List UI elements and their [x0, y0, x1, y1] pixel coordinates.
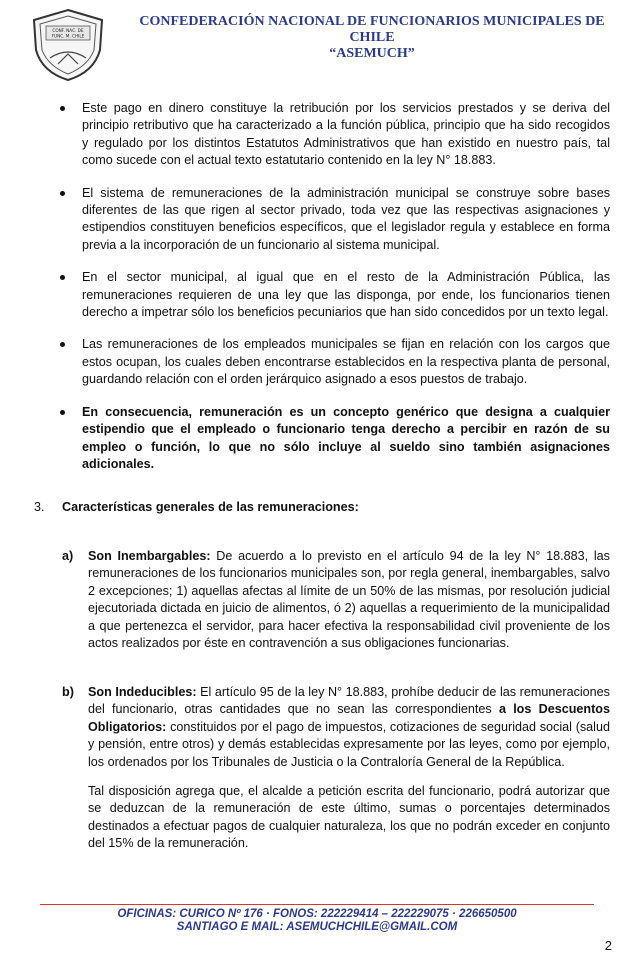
item-a-body	[88, 548, 610, 652]
item-a-label: Son Inembargables:	[88, 549, 211, 563]
section-title: Características generales de las remuneraciones:	[62, 500, 359, 514]
footer	[40, 908, 594, 934]
section-number: 3.	[34, 500, 45, 514]
item-a-text: De acuerdo a lo previsto en el artículo 94 de la ley N° 18.883, las remuneraciones de los funcionarios municipales son, por regla general, inembargables, salvo 2 excepciones; 1) aquellas afectas al límite de un 50% de las mismas, por resolución judicial ejecutoriada dictada en juicio de alimentos, ó 2) aquellas a requerimiento de la municipalidad a que pertenezca el servidor, para hacer efectiva la responsabilidad civil proveniente de los actos realizados por éste en contravención a sus obligaciones funcionarias.	[88, 549, 610, 651]
item-b-paragraph-2: Tal disposición agrega que, el alcalde a petición escrita del funcionario, podrá autorizar que se deduzcan de la remuneración de este último, sumas o porcentajes determinados destinados a efectuar pagos de cualquier naturaleza, los que no podrán exceder en conjunto del 15% de la remuneración.	[88, 784, 610, 851]
bullet-dot-icon	[60, 191, 65, 196]
bullet-dot-icon	[60, 410, 65, 415]
item-a	[62, 548, 610, 652]
bullet-text: En consecuencia, remuneración es un concepto genérico que designa a cualquier estipendio que el empleado o funcionario tenga derecho a percibir en razón de su empleo o función, lo que no sólo incluye al sueldo sino también asignaciones adicionales.	[82, 404, 610, 471]
bullet-item	[56, 185, 610, 255]
header-title	[118, 14, 626, 62]
asemuch-logo	[28, 6, 108, 84]
logo-text-1: CONF. NAC. DE	[52, 28, 84, 33]
bullet-text: En el sector municipal, al igual que en el resto de la Administración Pública, las remuneraciones requieren de una ley que las disponga, por ende, los funcionarios tienen derecho a impetrar sólo los beneficios pecuniarios que han sido concedidos por un texto legal.	[82, 270, 610, 320]
bullet-item	[56, 100, 610, 170]
bullet-dot-icon	[60, 342, 65, 347]
section-heading	[34, 500, 359, 514]
header-title-line1: CONFEDERACIÓN NACIONAL DE FUNCIONARIOS MUNICIPALES DE CHILE	[139, 14, 605, 45]
item-b-text-2: constituidos por el pago de impuestos, cotizaciones de seguridad social (salud y pensión, entre otros) y demás establecidas expresamente por las leyes, como por ejemplo, los ordenados por los Tribunales de Justicia o la Contraloría General de la República.	[88, 719, 610, 769]
item-b-body	[88, 684, 610, 853]
bullet-text: Las remuneraciones de los empleados municipales se fijan en relación con los cargos que estos ocupan, los cuales deben encontrarse establecidos en la respectiva planta de personal, guardando relación con el orden jerárquico asignado a esos puestos de trabajo.	[82, 337, 610, 387]
item-b-paragraph-1	[88, 684, 610, 771]
item-b-marker: b)	[62, 685, 74, 699]
bullet-item	[56, 269, 610, 321]
footer-divider	[40, 904, 594, 905]
bullet-text: Este pago en dinero constituye la retribución por los servicios prestados y se deriva del principio retributivo que ha caracterizado a la función pública, principio que ha sido recogidos y regulado por los distintos Estatutos Administrativos que han existido en nuestro país, tal como sucede con el actual texto estatutario contenido en la ley N° 18.883.	[82, 101, 610, 168]
bullet-dot-icon	[60, 275, 65, 280]
bullet-section	[56, 100, 610, 488]
bullet-item	[56, 336, 610, 388]
header-title-line2: “ASEMUCH”	[329, 46, 415, 61]
bullet-list	[56, 100, 610, 473]
item-b	[62, 684, 610, 865]
item-b-bold-text: a los Descuentos Obligatorios:	[88, 702, 611, 734]
logo-text-2: FUNC. M. CHILE	[51, 33, 85, 39]
page-number: 2	[604, 938, 612, 953]
footer-address: OFICINAS: CURICO Nº 176 · FONOS: 222229414 – 222229075 · 226650500	[117, 908, 517, 920]
item-a-marker: a)	[62, 549, 74, 563]
bullet-item-conclusion	[56, 404, 610, 474]
footer-email: SANTIAGO E MAIL: ASEMUCHCHILE@GMAIL.COM	[176, 921, 458, 933]
item-b-text-1: El artículo 95 de la ley N° 18.883, prohíbe deducir de las remuneraciones del funcionario, otras cantidades que no sean las correspondientes	[88, 685, 610, 717]
bullet-dot-icon	[60, 106, 65, 111]
bullet-text: El sistema de remuneraciones de la administración municipal se construye sobre bases diferentes de las que rigen al sector privado, toda vez que las respectivas asignaciones y estipendios constituyen beneficios específicos, que el legislador regula y establece en forma previa a la incorporación de un funcionario al sistema municipal.	[82, 185, 610, 252]
item-b-label: Son Indeducibles:	[88, 685, 197, 699]
